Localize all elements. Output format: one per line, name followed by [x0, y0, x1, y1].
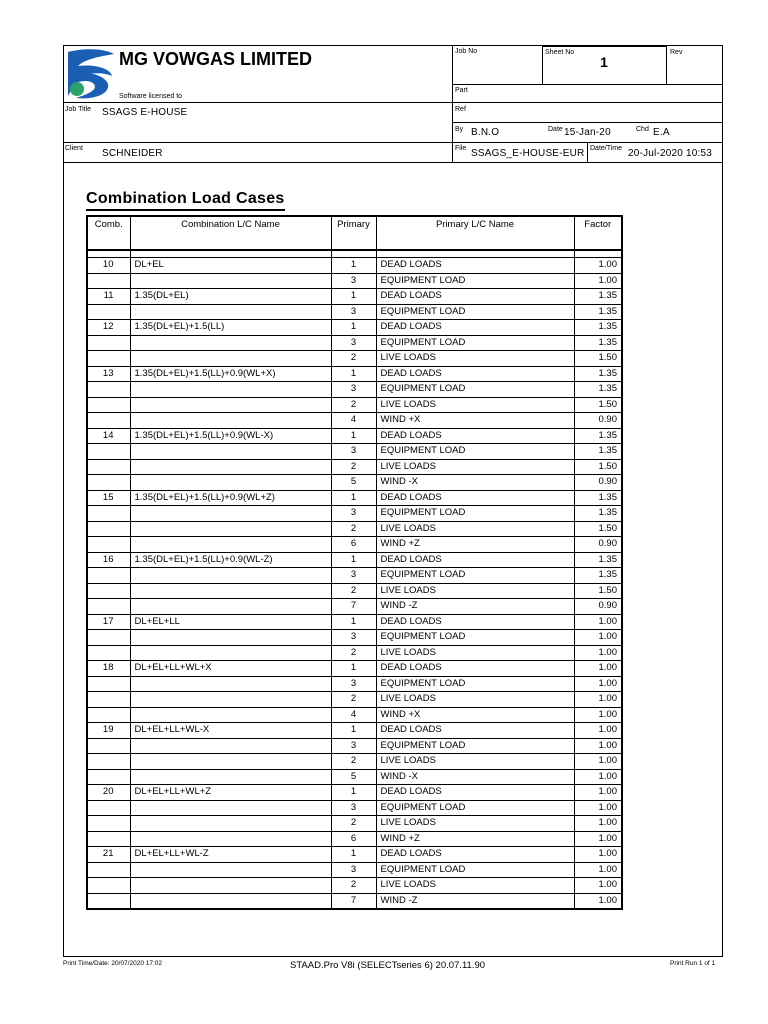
- primary-cell: 3: [331, 568, 376, 584]
- comb-cell: 17: [87, 614, 130, 630]
- comb-cell: [87, 444, 130, 460]
- factor-cell: 1.00: [574, 258, 622, 274]
- factor-cell: 1.50: [574, 583, 622, 599]
- primary-cell: 2: [331, 459, 376, 475]
- primary-name-cell: WIND -Z: [376, 599, 574, 615]
- table-row: [87, 537, 622, 553]
- combination-name-cell: [130, 831, 331, 847]
- factor-cell: 1.00: [574, 754, 622, 770]
- factor-cell: 1.00: [574, 676, 622, 692]
- factor-cell: 1.35: [574, 320, 622, 336]
- comb-cell: 18: [87, 661, 130, 677]
- primary-name-cell: EQUIPMENT LOAD: [376, 676, 574, 692]
- primary-cell: 3: [331, 630, 376, 646]
- primary-cell: 1: [331, 366, 376, 382]
- primary-name-cell: DEAD LOADS: [376, 723, 574, 739]
- primary-name-cell: EQUIPMENT LOAD: [376, 335, 574, 351]
- factor-cell: 1.00: [574, 692, 622, 708]
- primary-name-cell: LIVE LOADS: [376, 692, 574, 708]
- company-logo: [64, 46, 118, 102]
- comb-cell: [87, 645, 130, 661]
- combination-name-cell: 1.35(DL+EL)+1.5(LL)+0.9(WL-Z): [130, 552, 331, 568]
- primary-name-cell: LIVE LOADS: [376, 521, 574, 537]
- table-row: [87, 583, 622, 599]
- combination-name-cell: [130, 304, 331, 320]
- combination-name-cell: [130, 444, 331, 460]
- table-row: [87, 645, 622, 661]
- primary-cell: 1: [331, 723, 376, 739]
- table-row: [87, 630, 622, 646]
- combination-name-cell: [130, 893, 331, 909]
- header-primary-name: Primary L/C Name: [376, 216, 574, 250]
- primary-name-cell: LIVE LOADS: [376, 351, 574, 367]
- comb-cell: [87, 459, 130, 475]
- primary-cell: 1: [331, 614, 376, 630]
- primary-cell: 3: [331, 335, 376, 351]
- combination-name-cell: [130, 351, 331, 367]
- comb-cell: [87, 568, 130, 584]
- table-row: [87, 366, 622, 382]
- factor-cell: 1.00: [574, 785, 622, 801]
- combination-name-cell: [130, 475, 331, 491]
- combination-name-cell: DL+EL+LL+WL+Z: [130, 785, 331, 801]
- comb-cell: [87, 878, 130, 894]
- comb-cell: 20: [87, 785, 130, 801]
- primary-cell: 1: [331, 552, 376, 568]
- table-row: [87, 351, 622, 367]
- table-row: [87, 320, 622, 336]
- chd-value: E.A: [653, 127, 670, 138]
- primary-name-cell: DEAD LOADS: [376, 661, 574, 677]
- primary-cell: 4: [331, 413, 376, 429]
- primary-name-cell: LIVE LOADS: [376, 645, 574, 661]
- combination-name-cell: [130, 645, 331, 661]
- table-row: [87, 707, 622, 723]
- primary-name-cell: EQUIPMENT LOAD: [376, 862, 574, 878]
- factor-cell: 1.00: [574, 723, 622, 739]
- factor-cell: 1.35: [574, 382, 622, 398]
- table-row: [87, 459, 622, 475]
- part-label: Part: [455, 87, 468, 94]
- primary-name-cell: LIVE LOADS: [376, 583, 574, 599]
- comb-cell: [87, 475, 130, 491]
- primary-cell: 3: [331, 862, 376, 878]
- primary-cell: 5: [331, 475, 376, 491]
- combination-name-cell: [130, 862, 331, 878]
- table-row: [87, 769, 622, 785]
- primary-cell: 1: [331, 661, 376, 677]
- section-title: Combination Load Cases: [86, 190, 285, 211]
- combination-name-cell: [130, 754, 331, 770]
- comb-cell: [87, 273, 130, 289]
- factor-cell: 1.35: [574, 506, 622, 522]
- primary-name-cell: DEAD LOADS: [376, 428, 574, 444]
- primary-name-cell: WIND -X: [376, 769, 574, 785]
- table-row: [87, 258, 622, 274]
- combination-name-cell: DL+EL+LL+WL-X: [130, 723, 331, 739]
- factor-cell: 1.00: [574, 847, 622, 863]
- factor-cell: 0.90: [574, 599, 622, 615]
- combination-name-cell: [130, 769, 331, 785]
- by-label: By: [455, 126, 464, 133]
- datetime-value: 20-Jul-2020 10:53: [628, 148, 713, 159]
- table-row: [87, 893, 622, 909]
- comb-cell: [87, 506, 130, 522]
- combination-name-cell: [130, 630, 331, 646]
- combination-name-cell: [130, 599, 331, 615]
- table-row: [87, 428, 622, 444]
- table-header-row: [87, 216, 622, 250]
- factor-cell: 1.50: [574, 351, 622, 367]
- comb-cell: [87, 599, 130, 615]
- factor-cell: 1.50: [574, 521, 622, 537]
- factor-cell: 1.35: [574, 335, 622, 351]
- factor-cell: 1.00: [574, 769, 622, 785]
- factor-cell: 1.35: [574, 490, 622, 506]
- combination-name-cell: [130, 335, 331, 351]
- primary-name-cell: WIND +X: [376, 707, 574, 723]
- combination-name-cell: 1.35(DL+EL)+1.5(LL)+0.9(WL-X): [130, 428, 331, 444]
- table-row: [87, 862, 622, 878]
- job-no-label: Job No: [455, 48, 478, 55]
- table-spacer-row: [87, 250, 622, 258]
- table-row: [87, 661, 622, 677]
- comb-cell: [87, 335, 130, 351]
- comb-cell: [87, 537, 130, 553]
- primary-name-cell: WIND -X: [376, 475, 574, 491]
- combination-name-cell: DL+EL: [130, 258, 331, 274]
- table-row: [87, 692, 622, 708]
- primary-name-cell: WIND +Z: [376, 537, 574, 553]
- primary-cell: 2: [331, 583, 376, 599]
- primary-cell: 6: [331, 537, 376, 553]
- primary-name-cell: LIVE LOADS: [376, 816, 574, 832]
- factor-cell: 1.35: [574, 304, 622, 320]
- chd-label: Chd: [636, 126, 649, 133]
- factor-cell: 1.00: [574, 893, 622, 909]
- primary-cell: 1: [331, 847, 376, 863]
- comb-cell: [87, 521, 130, 537]
- primary-name-cell: LIVE LOADS: [376, 754, 574, 770]
- rev-label: Rev: [670, 49, 683, 56]
- primary-name-cell: DEAD LOADS: [376, 258, 574, 274]
- primary-name-cell: DEAD LOADS: [376, 289, 574, 305]
- comb-cell: [87, 413, 130, 429]
- comb-cell: 21: [87, 847, 130, 863]
- software-version: STAAD.Pro V8i (SELECTseries 6) 20.07.11.90: [290, 960, 486, 971]
- primary-cell: 6: [331, 831, 376, 847]
- comb-cell: [87, 831, 130, 847]
- primary-name-cell: WIND +X: [376, 413, 574, 429]
- primary-name-cell: EQUIPMENT LOAD: [376, 630, 574, 646]
- comb-cell: [87, 862, 130, 878]
- factor-cell: 1.00: [574, 800, 622, 816]
- table-row: [87, 785, 622, 801]
- factor-cell: 1.00: [574, 614, 622, 630]
- date-label: Date: [548, 126, 563, 133]
- table-row: [87, 738, 622, 754]
- primary-cell: 2: [331, 397, 376, 413]
- primary-name-cell: DEAD LOADS: [376, 785, 574, 801]
- primary-cell: 2: [331, 878, 376, 894]
- table-row: [87, 800, 622, 816]
- primary-cell: 3: [331, 676, 376, 692]
- primary-cell: 2: [331, 645, 376, 661]
- comb-cell: 11: [87, 289, 130, 305]
- table-row: [87, 413, 622, 429]
- table-row: [87, 444, 622, 460]
- factor-cell: 1.00: [574, 878, 622, 894]
- primary-name-cell: LIVE LOADS: [376, 878, 574, 894]
- comb-cell: [87, 583, 130, 599]
- header-primary: Primary: [331, 216, 376, 250]
- print-run: Print Run 1 of 1: [670, 960, 716, 967]
- table-row: [87, 506, 622, 522]
- table-row: [87, 599, 622, 615]
- table-body: [87, 250, 622, 909]
- comb-cell: [87, 630, 130, 646]
- primary-cell: 3: [331, 738, 376, 754]
- factor-cell: 1.00: [574, 816, 622, 832]
- combination-name-cell: [130, 413, 331, 429]
- factor-cell: 1.00: [574, 707, 622, 723]
- primary-cell: 2: [331, 521, 376, 537]
- primary-cell: 1: [331, 428, 376, 444]
- combination-name-cell: [130, 816, 331, 832]
- primary-name-cell: LIVE LOADS: [376, 397, 574, 413]
- comb-cell: [87, 397, 130, 413]
- table-row: [87, 490, 622, 506]
- client-value: SCHNEIDER: [102, 148, 163, 159]
- company-name: MG VOWGAS LIMITED: [119, 49, 312, 69]
- primary-name-cell: WIND -Z: [376, 893, 574, 909]
- comb-cell: 16: [87, 552, 130, 568]
- primary-cell: 3: [331, 800, 376, 816]
- table-row: [87, 304, 622, 320]
- primary-name-cell: LIVE LOADS: [376, 459, 574, 475]
- comb-cell: [87, 800, 130, 816]
- primary-name-cell: DEAD LOADS: [376, 614, 574, 630]
- primary-name-cell: DEAD LOADS: [376, 847, 574, 863]
- table-row: [87, 397, 622, 413]
- client-label: Client: [65, 145, 83, 152]
- file-label: File: [455, 145, 467, 152]
- primary-name-cell: EQUIPMENT LOAD: [376, 304, 574, 320]
- factor-cell: 0.90: [574, 413, 622, 429]
- primary-cell: 1: [331, 289, 376, 305]
- primary-cell: 2: [331, 816, 376, 832]
- primary-name-cell: EQUIPMENT LOAD: [376, 738, 574, 754]
- combination-name-cell: [130, 459, 331, 475]
- factor-cell: 1.00: [574, 645, 622, 661]
- primary-cell: 2: [331, 351, 376, 367]
- comb-cell: [87, 382, 130, 398]
- factor-cell: 1.35: [574, 444, 622, 460]
- sheet-no-value: 1: [600, 54, 608, 70]
- combination-name-cell: [130, 676, 331, 692]
- factor-cell: 0.90: [574, 537, 622, 553]
- factor-cell: 1.00: [574, 273, 622, 289]
- table-row: [87, 614, 622, 630]
- table-row: [87, 676, 622, 692]
- table-row: [87, 847, 622, 863]
- combination-name-cell: 1.35(DL+EL)+1.5(LL)+0.9(WL+X): [130, 366, 331, 382]
- combination-name-cell: [130, 521, 331, 537]
- primary-cell: 7: [331, 599, 376, 615]
- primary-cell: 1: [331, 258, 376, 274]
- factor-cell: 1.00: [574, 862, 622, 878]
- job-title-value: SSAGS E-HOUSE: [102, 107, 188, 118]
- factor-cell: 1.50: [574, 397, 622, 413]
- table-row: [87, 273, 622, 289]
- primary-cell: 2: [331, 692, 376, 708]
- primary-cell: 1: [331, 490, 376, 506]
- comb-cell: [87, 893, 130, 909]
- factor-cell: 1.00: [574, 738, 622, 754]
- factor-cell: 1.00: [574, 661, 622, 677]
- header-combination-name: Combination L/C Name: [130, 216, 331, 250]
- combination-name-cell: [130, 273, 331, 289]
- primary-name-cell: DEAD LOADS: [376, 366, 574, 382]
- factor-cell: 1.35: [574, 568, 622, 584]
- table-row: [87, 723, 622, 739]
- by-value: B.N.O: [471, 127, 500, 138]
- factor-cell: 1.00: [574, 630, 622, 646]
- combination-name-cell: [130, 583, 331, 599]
- comb-cell: [87, 707, 130, 723]
- primary-name-cell: WIND +Z: [376, 831, 574, 847]
- combination-name-cell: DL+EL+LL+WL-Z: [130, 847, 331, 863]
- sheet-no-label: Sheet No: [545, 49, 575, 56]
- combination-name-cell: [130, 800, 331, 816]
- comb-cell: 13: [87, 366, 130, 382]
- file-value: SSAGS_E-HOUSE-EUR: [471, 148, 585, 159]
- table-row: [87, 475, 622, 491]
- factor-cell: 1.35: [574, 366, 622, 382]
- comb-cell: [87, 738, 130, 754]
- combination-name-cell: [130, 707, 331, 723]
- table-row: [87, 568, 622, 584]
- combination-load-table: [86, 215, 623, 910]
- primary-name-cell: DEAD LOADS: [376, 320, 574, 336]
- combination-name-cell: DL+EL+LL: [130, 614, 331, 630]
- job-title-label: Job Title: [65, 106, 92, 113]
- primary-cell: 3: [331, 444, 376, 460]
- table-row: [87, 754, 622, 770]
- date-value: 15-Jan-20: [564, 127, 611, 138]
- datetime-label: Date/Time: [590, 145, 623, 152]
- factor-cell: 1.00: [574, 831, 622, 847]
- combination-name-cell: DL+EL+LL+WL+X: [130, 661, 331, 677]
- print-time: Print Time/Date: 20/07/2020 17:02: [63, 960, 163, 967]
- table-row: [87, 521, 622, 537]
- comb-cell: [87, 351, 130, 367]
- combination-name-cell: [130, 738, 331, 754]
- primary-cell: 2: [331, 754, 376, 770]
- comb-cell: [87, 692, 130, 708]
- factor-cell: 1.35: [574, 428, 622, 444]
- primary-name-cell: EQUIPMENT LOAD: [376, 568, 574, 584]
- primary-cell: 3: [331, 273, 376, 289]
- comb-cell: 15: [87, 490, 130, 506]
- comb-cell: [87, 676, 130, 692]
- comb-cell: 19: [87, 723, 130, 739]
- comb-cell: 14: [87, 428, 130, 444]
- combination-name-cell: 1.35(DL+EL): [130, 289, 331, 305]
- primary-cell: 3: [331, 506, 376, 522]
- factor-cell: 1.35: [574, 289, 622, 305]
- combination-name-cell: [130, 382, 331, 398]
- comb-cell: 10: [87, 258, 130, 274]
- table-row: [87, 816, 622, 832]
- factor-cell: 1.50: [574, 459, 622, 475]
- combination-name-cell: [130, 878, 331, 894]
- primary-name-cell: EQUIPMENT LOAD: [376, 800, 574, 816]
- primary-cell: 1: [331, 320, 376, 336]
- combination-name-cell: [130, 537, 331, 553]
- primary-cell: 7: [331, 893, 376, 909]
- table-row: [87, 831, 622, 847]
- table-row: [87, 382, 622, 398]
- header-comb: Comb.: [87, 216, 130, 250]
- primary-name-cell: EQUIPMENT LOAD: [376, 506, 574, 522]
- licensed-label: Software licensed to: [119, 93, 183, 100]
- primary-name-cell: EQUIPMENT LOAD: [376, 273, 574, 289]
- primary-cell: 1: [331, 785, 376, 801]
- header-factor: Factor: [574, 216, 622, 250]
- combination-name-cell: 1.35(DL+EL)+1.5(LL)+0.9(WL+Z): [130, 490, 331, 506]
- primary-name-cell: DEAD LOADS: [376, 490, 574, 506]
- combination-name-cell: [130, 397, 331, 413]
- primary-name-cell: DEAD LOADS: [376, 552, 574, 568]
- comb-cell: [87, 769, 130, 785]
- comb-cell: [87, 304, 130, 320]
- table-row: [87, 289, 622, 305]
- combination-name-cell: [130, 692, 331, 708]
- primary-cell: 3: [331, 304, 376, 320]
- comb-cell: 12: [87, 320, 130, 336]
- factor-cell: 0.90: [574, 475, 622, 491]
- factor-cell: 1.35: [574, 552, 622, 568]
- table-row: [87, 335, 622, 351]
- primary-name-cell: EQUIPMENT LOAD: [376, 444, 574, 460]
- primary-name-cell: EQUIPMENT LOAD: [376, 382, 574, 398]
- comb-cell: [87, 816, 130, 832]
- primary-cell: 5: [331, 769, 376, 785]
- table-row: [87, 878, 622, 894]
- combination-name-cell: [130, 568, 331, 584]
- primary-cell: 4: [331, 707, 376, 723]
- table-row: [87, 552, 622, 568]
- combination-name-cell: 1.35(DL+EL)+1.5(LL): [130, 320, 331, 336]
- ref-label: Ref: [455, 106, 466, 113]
- combination-name-cell: [130, 506, 331, 522]
- comb-cell: [87, 754, 130, 770]
- primary-cell: 3: [331, 382, 376, 398]
